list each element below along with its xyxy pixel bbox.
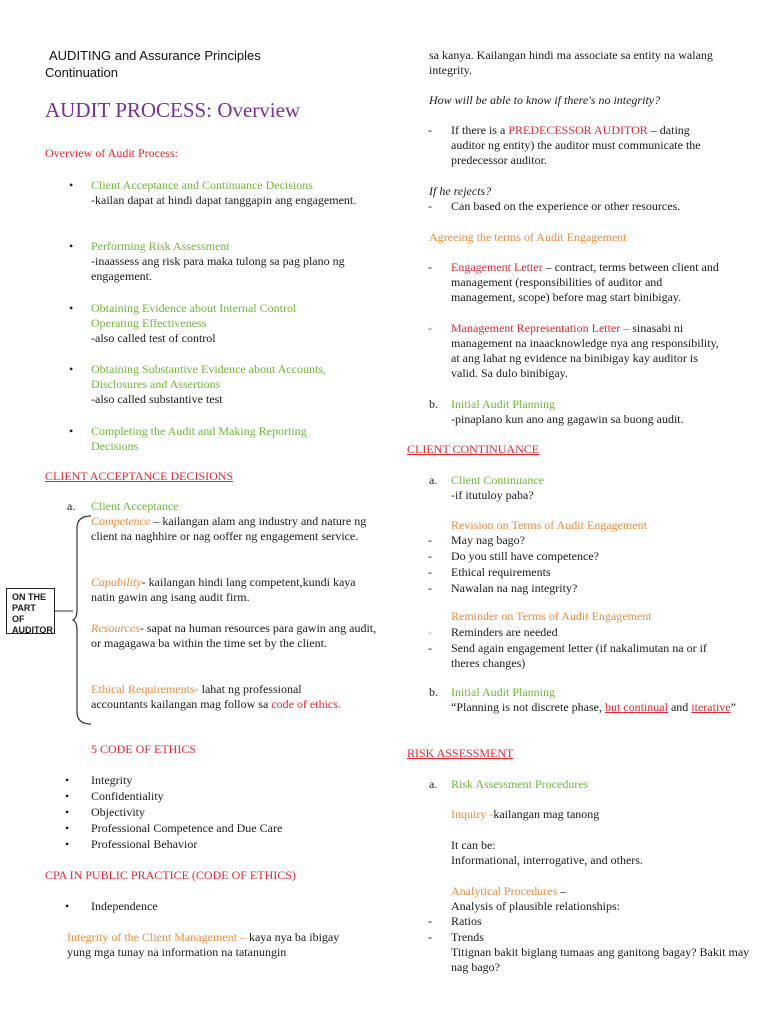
list-item: • Objectivity xyxy=(65,805,145,819)
annotation-text: ON THE PART OF AUDITOR xyxy=(12,592,53,635)
list-item: • Integrity xyxy=(65,773,133,787)
list-item: - Send again engagement letter (if nakalimutan na or if theres changes) xyxy=(428,641,707,670)
annotation-box xyxy=(6,588,55,634)
overview-item-title: Client Acceptance and Continuance Decisions xyxy=(91,178,313,192)
doc-title-line1: AUDITING and Assurance Principles xyxy=(49,48,261,63)
bullet-icon: • xyxy=(65,899,70,913)
overview-item-title: Obtaining Evidence about Internal Control Operating Effectiveness xyxy=(91,301,297,330)
ethical-label: Ethical Requirements- xyxy=(91,682,199,696)
analysis-text: Analysis of plausible relationships: xyxy=(451,899,620,913)
capability-text: - kailangan hindi lang competent,kundi kaya natin gawin ang isang audit firm. xyxy=(91,575,356,604)
dash-icon: - xyxy=(428,930,432,944)
dash-icon: - xyxy=(428,565,432,579)
reminder-heading: Reminder on Terms of Audit Engagement xyxy=(451,609,652,623)
resources-label: Resources xyxy=(91,621,140,635)
capability-label: Capability xyxy=(91,575,142,589)
ethical-text: lahat ng professional accountants kailangan mag follow sa xyxy=(91,682,302,711)
predecessor-label: PREDECESSOR AUDITOR xyxy=(508,123,648,137)
planning-quote: “Planning is not discrete phase, but continual and iterative” xyxy=(451,700,736,714)
list-item: - Do you still have competence? xyxy=(428,549,599,563)
bullet-icon: • xyxy=(69,239,74,253)
agreeing-heading: Agreeing the terms of Audit Engagement xyxy=(429,230,627,244)
resources-paragraph xyxy=(91,621,381,651)
dash-icon: - xyxy=(428,260,432,274)
dash-icon: - xyxy=(428,549,432,563)
dash-icon: - xyxy=(428,321,432,335)
dash-icon: - xyxy=(428,914,432,928)
engagement-letter-label: Engagement Letter xyxy=(451,260,543,274)
integrity-label: Integrity of the Client Management – xyxy=(67,930,246,944)
bullet-icon: • xyxy=(69,301,74,315)
bullet-icon: • xyxy=(65,821,70,835)
it-can-be: It can be: xyxy=(451,838,496,852)
initial-planning-title-2: Initial Audit Planning xyxy=(451,685,555,699)
engagement-letter-item: - Engagement Letter – contract, terms between client and management (responsibilities of auditor and management, scope) before mag start binibigay. xyxy=(428,260,719,304)
bullet-icon: • xyxy=(65,837,70,851)
list-item: - Ratios xyxy=(428,914,482,928)
overview-item-title: Completing the Audit and Making Reporting Decisions xyxy=(91,424,307,453)
code-of-ethics-link: code of ethics. xyxy=(271,697,341,711)
revision-heading: Revision on Terms of Audit Engagement xyxy=(451,518,647,532)
if-rejects: If he rejects? xyxy=(429,184,492,198)
overview-heading: Overview of Audit Process: xyxy=(45,146,178,160)
overview-item-desc: -also called test of control xyxy=(91,331,216,345)
iterative-link: iterative xyxy=(691,700,731,714)
list-item: • Confidentiality xyxy=(65,789,164,803)
page-title: AUDIT PROCESS: Overview xyxy=(45,98,301,122)
management-rep-item: - Management Representation Letter – sinasabi ni management na inaacknowledge nya ang responsibility, at ang lahat ng evidence na binibigay kay auditor is valid. Sa dulo binibigay. xyxy=(428,321,719,380)
list-item: - Trends xyxy=(428,930,484,944)
initial-planning-desc: -pinaplano kun ano ang gagawin sa buong audit. xyxy=(451,412,684,426)
list-item: • Professional Behavior xyxy=(65,837,198,851)
client-continuance-title: Client Continuance xyxy=(451,473,544,487)
inquiry-label: Inquiry - xyxy=(451,807,494,821)
bullet-icon: • xyxy=(65,805,70,819)
ethical-paragraph xyxy=(91,682,351,712)
bracket-icon xyxy=(71,514,93,726)
list-item: • Professional Competence and Due Care xyxy=(65,821,283,835)
capability-paragraph xyxy=(91,575,381,605)
dash-icon: - xyxy=(428,581,432,595)
sub-a-marker: a. xyxy=(67,499,76,513)
cpa-heading: CPA IN PUBLIC PRACTICE (CODE OF ETHICS) xyxy=(45,868,296,882)
overview-item-desc: -kailan dapat at hindi dapat tanggapin ang engagement. xyxy=(91,193,357,207)
overview-item xyxy=(45,362,365,407)
list-item: - Reminders are needed xyxy=(428,625,558,639)
list-item: - Nawalan na nag integrity? xyxy=(428,581,578,595)
inquiry-line: Inquiry -kailangan mag tanong xyxy=(451,807,600,821)
overview-item xyxy=(45,424,365,454)
ethics-list xyxy=(45,773,365,853)
analysis-list xyxy=(407,914,727,946)
bullet-icon: • xyxy=(65,789,70,803)
continual-link: but continual xyxy=(604,700,668,714)
overview-item-title: Obtaining Substantive Evidence about Accounts, Disclosures and Assertions xyxy=(91,362,326,391)
overview-item-desc: -inaassess ang risk para maka tulong sa pag plano ng engagement. xyxy=(91,254,345,283)
integrity-text: kaya nya ba ibigay yung mga tunay na information na tatanungin xyxy=(67,930,340,959)
sub-b-marker: b. xyxy=(429,685,438,699)
code-of-ethics-heading: 5 CODE OF ETHICS xyxy=(91,742,197,756)
dash-icon: - xyxy=(428,533,432,547)
management-rep-label: Management Representation Letter – xyxy=(451,321,630,335)
resources-text: - sapat na human resources para gawin ang audit, or magagawa ba within the time set by the client. xyxy=(91,621,377,650)
overview-item-title: Performing Risk Assessment xyxy=(91,239,230,253)
dash-icon: - xyxy=(428,123,432,137)
predecessor-item: - If there is a PREDECESSOR AUDITOR – dating auditor ng entity) the auditor must communicate the predecessor auditor. xyxy=(428,123,701,167)
sub-a-marker: a. xyxy=(429,473,438,487)
analytical-line: Analytical Procedures – xyxy=(451,884,567,898)
client-continuance-heading: CLIENT CONTINUANCE xyxy=(407,442,540,456)
analytical-label: Analytical Procedures xyxy=(451,884,558,898)
reminder-list xyxy=(407,625,727,671)
client-acceptance-subtitle: Client Acceptance xyxy=(91,499,179,513)
list-item: • Independence xyxy=(65,899,158,913)
bullet-icon: • xyxy=(65,773,70,787)
overview-item xyxy=(45,178,365,208)
client-acceptance-heading: CLIENT ACCEPTANCE DECISIONS xyxy=(45,469,234,483)
overview-item xyxy=(45,301,365,346)
it-can-be-desc: Informational, interrogative, and others. xyxy=(451,853,643,867)
list-item: - Ethical requirements xyxy=(428,565,551,579)
overview-item-desc: -also called substantive test xyxy=(91,392,223,406)
overview-item xyxy=(45,239,365,284)
dash-icon: - xyxy=(428,641,432,655)
continued-text: sa kanya. Kailangan hindi ma associate sa entity na walang integrity. xyxy=(429,48,713,77)
dash-icon: - xyxy=(428,199,432,213)
trends-desc: Titignan bakit biglang tumaas ang ganitong bagay? Bakit may nag bago? xyxy=(451,945,750,974)
sub-b-marker: b. xyxy=(429,397,438,411)
competence-text: – kailangan alam ang industry and nature ng client na naghhire or nag ooffer ng engagement service. xyxy=(91,514,367,543)
connector-line xyxy=(55,609,73,613)
sub-a-marker: a. xyxy=(429,777,438,791)
risk-procedures-title: Risk Assessment Procedures xyxy=(451,777,589,791)
bullet-icon: • xyxy=(69,178,74,192)
doc-title-line2: Continuation xyxy=(45,65,118,80)
integrity-question: How will be able to know if there's no integrity? xyxy=(429,93,661,107)
dash-icon: - xyxy=(428,625,432,639)
client-continuance-desc: -if itutuloy paba? xyxy=(451,488,534,502)
list-item: - May nag bago? xyxy=(428,533,525,547)
competence-label: Competence xyxy=(91,514,151,528)
integrity-paragraph xyxy=(67,930,357,960)
list-item: - Can based on the experience or other resources. xyxy=(428,199,681,213)
bullet-icon: • xyxy=(69,362,74,376)
competence-paragraph xyxy=(91,514,381,544)
initial-planning-title: Initial Audit Planning xyxy=(451,397,555,411)
revision-list xyxy=(407,533,727,597)
bullet-icon: • xyxy=(69,424,74,438)
risk-assessment-heading: RISK ASSESSMENT xyxy=(407,746,514,760)
